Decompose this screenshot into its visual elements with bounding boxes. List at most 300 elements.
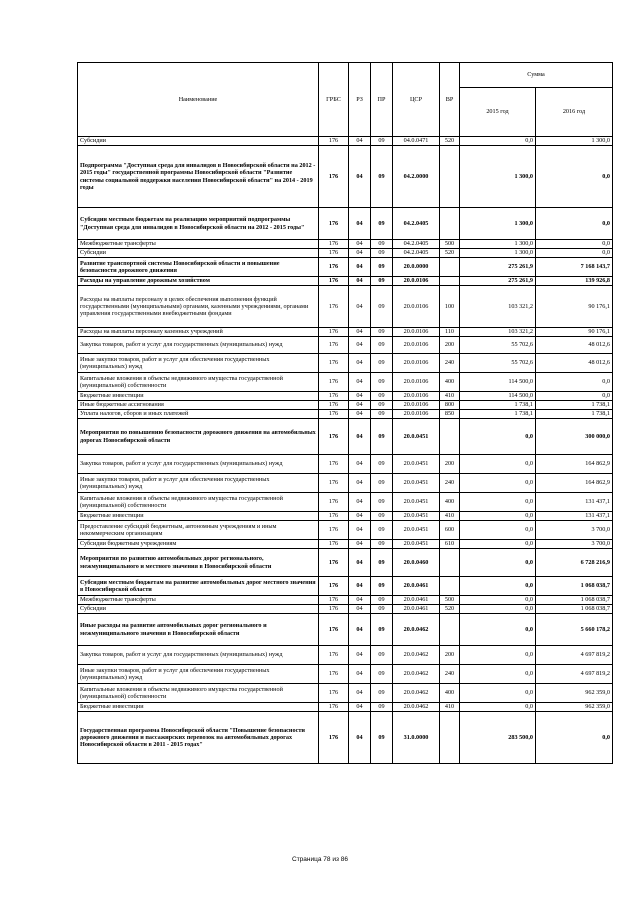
row-csr: 20.0.0451: [393, 521, 440, 540]
table-row: [78, 146, 613, 208]
row-grbs: 176: [319, 337, 349, 354]
row-grbs: 176: [319, 646, 349, 665]
row-pr: 09: [371, 646, 393, 665]
row-vr: [440, 277, 460, 286]
row-name: Межбюджетные трансферты: [78, 596, 319, 605]
row-grbs: 176: [319, 455, 349, 474]
row-name: Подпрограмма "Доступная среда для инвалидов в Новосибирской области на 2012 - 2015 годы" государственной программы Новосибирской области "Развитие системы социальной поддержки населения Новосибирской области" на 2014 - 2019 годы: [78, 146, 319, 208]
row-csr: 20.0.0462: [393, 614, 440, 646]
table-row: [78, 605, 613, 614]
row-value-2015: 0,0: [460, 646, 536, 665]
row-csr: 20.0.0451: [393, 512, 440, 521]
row-name: Субсидии: [78, 137, 319, 146]
row-value-2016: 139 926,8: [536, 277, 613, 286]
row-rz: 04: [349, 614, 371, 646]
row-grbs: 176: [319, 419, 349, 455]
row-value-2016: 0,0: [536, 373, 613, 392]
row-rz: 04: [349, 258, 371, 277]
row-csr: 20.0.0106: [393, 337, 440, 354]
col-header-pr: ПР: [371, 63, 393, 137]
col-header-rz: РЗ: [349, 63, 371, 137]
row-pr: 09: [371, 512, 393, 521]
table-body: [78, 137, 613, 764]
row-name: Бюджетные инвестиции: [78, 703, 319, 712]
row-vr: [440, 614, 460, 646]
row-grbs: 176: [319, 577, 349, 596]
row-value-2015: 114 500,0: [460, 392, 536, 401]
row-csr: 20.0.0106: [393, 286, 440, 328]
col-header-name: Наименование: [78, 63, 319, 137]
row-grbs: 176: [319, 605, 349, 614]
row-vr: [440, 549, 460, 577]
row-rz: 04: [349, 146, 371, 208]
row-name: Иные расходы на развитие автомобильных дорог регионального и межмуниципального значения в Новосибирской области: [78, 614, 319, 646]
row-pr: 09: [371, 240, 393, 249]
row-grbs: 176: [319, 684, 349, 703]
row-csr: 04.2.0000: [393, 146, 440, 208]
row-grbs: 176: [319, 410, 349, 419]
row-value-2016: 1 068 038,7: [536, 605, 613, 614]
row-value-2016: 90 176,1: [536, 286, 613, 328]
row-vr: 110: [440, 328, 460, 337]
row-name: Предоставление субсидий бюджетным, автономным учреждениям и иным некоммерческим организациям: [78, 521, 319, 540]
row-vr: 240: [440, 354, 460, 373]
row-pr: 09: [371, 373, 393, 392]
row-vr: 100: [440, 286, 460, 328]
row-value-2016: 48 012,6: [536, 337, 613, 354]
row-pr: 09: [371, 419, 393, 455]
table-row: [78, 277, 613, 286]
row-rz: 04: [349, 373, 371, 392]
row-value-2016: 5 660 178,2: [536, 614, 613, 646]
row-grbs: 176: [319, 540, 349, 549]
row-csr: 20.0.0106: [393, 410, 440, 419]
row-vr: 410: [440, 703, 460, 712]
row-value-2015: 0,0: [460, 419, 536, 455]
row-value-2016: 1 068 038,7: [536, 596, 613, 605]
row-value-2015: 1 738,1: [460, 410, 536, 419]
table-row: [78, 410, 613, 419]
row-name: Мероприятия по развитию автомобильных дорог регионального, межмуниципального и местного значения в Новосибирской области: [78, 549, 319, 577]
row-csr: 20.0.0460: [393, 549, 440, 577]
row-csr: 20.0.0106: [393, 401, 440, 410]
row-value-2015: 1 300,0: [460, 146, 536, 208]
row-value-2015: 103 321,2: [460, 286, 536, 328]
table-row: [78, 493, 613, 512]
table-row: [78, 337, 613, 354]
table-row: [78, 712, 613, 764]
row-grbs: 176: [319, 596, 349, 605]
row-name: Расходы на выплаты персоналу в целях обеспечения выполнения функций государственными (муниципальными) органами, казенными учреждениями, органами управления государственными внебюджетными фондами: [78, 286, 319, 328]
col-header-vr: ВР: [440, 63, 460, 137]
row-rz: 04: [349, 665, 371, 684]
row-pr: 09: [371, 605, 393, 614]
table-row: [78, 665, 613, 684]
table-row: [78, 208, 613, 240]
row-pr: 09: [371, 208, 393, 240]
row-grbs: 176: [319, 401, 349, 410]
table-row: [78, 286, 613, 328]
row-rz: 04: [349, 455, 371, 474]
row-rz: 04: [349, 596, 371, 605]
table-row: [78, 703, 613, 712]
row-vr: [440, 146, 460, 208]
row-name: Капитальные вложения в объекты недвижимого имущества государственной (муниципальной) собственности: [78, 373, 319, 392]
row-value-2016: 164 862,9: [536, 474, 613, 493]
row-rz: 04: [349, 605, 371, 614]
row-vr: 500: [440, 596, 460, 605]
row-rz: 04: [349, 249, 371, 258]
row-value-2016: 4 697 819,2: [536, 665, 613, 684]
row-name: Иные закупки товаров, работ и услуг для обеспечения государственных (муниципальных) нужд: [78, 474, 319, 493]
row-value-2016: 6 728 216,9: [536, 549, 613, 577]
row-pr: 09: [371, 146, 393, 208]
row-csr: 20.0.0106: [393, 373, 440, 392]
row-name: Расходы на управление дорожным хозяйством: [78, 277, 319, 286]
row-vr: 400: [440, 493, 460, 512]
table-row: [78, 540, 613, 549]
row-name: Иные закупки товаров, работ и услуг для обеспечения государственных (муниципальных) нужд: [78, 665, 319, 684]
row-pr: 09: [371, 614, 393, 646]
row-pr: 09: [371, 286, 393, 328]
row-vr: [440, 577, 460, 596]
row-value-2016: 0,0: [536, 146, 613, 208]
col-header-csr: ЦСР: [393, 63, 440, 137]
row-rz: 04: [349, 419, 371, 455]
row-csr: 04.2.0405: [393, 249, 440, 258]
row-csr: 20.0.0462: [393, 665, 440, 684]
row-value-2015: 0,0: [460, 684, 536, 703]
row-csr: 04.2.0405: [393, 208, 440, 240]
row-grbs: 176: [319, 208, 349, 240]
table-row: [78, 258, 613, 277]
row-value-2016: 1 738,1: [536, 401, 613, 410]
row-pr: 09: [371, 521, 393, 540]
row-value-2016: 0,0: [536, 712, 613, 764]
page-number: Страница 78 из 86: [292, 856, 348, 863]
row-value-2015: 0,0: [460, 512, 536, 521]
table-row: [78, 512, 613, 521]
row-value-2016: 1 068 038,7: [536, 577, 613, 596]
row-csr: 20.0.0461: [393, 596, 440, 605]
row-vr: 400: [440, 373, 460, 392]
row-vr: 240: [440, 665, 460, 684]
row-pr: 09: [371, 493, 393, 512]
row-value-2015: 0,0: [460, 137, 536, 146]
row-value-2016: 0,0: [536, 208, 613, 240]
row-pr: 09: [371, 277, 393, 286]
row-vr: 400: [440, 684, 460, 703]
row-grbs: 176: [319, 258, 349, 277]
row-value-2016: 962 359,0: [536, 703, 613, 712]
row-value-2015: 0,0: [460, 493, 536, 512]
row-value-2016: 90 176,1: [536, 328, 613, 337]
row-pr: 09: [371, 596, 393, 605]
table-row: [78, 684, 613, 703]
table-row: [78, 596, 613, 605]
row-grbs: 176: [319, 373, 349, 392]
table-row: [78, 521, 613, 540]
row-value-2015: 0,0: [460, 665, 536, 684]
row-grbs: 176: [319, 249, 349, 258]
row-csr: 20.0.0451: [393, 474, 440, 493]
row-csr: 20.0.0461: [393, 577, 440, 596]
row-csr: 20.0.0451: [393, 493, 440, 512]
row-grbs: 176: [319, 277, 349, 286]
row-csr: 04.0.0471: [393, 137, 440, 146]
row-value-2015: 0,0: [460, 614, 536, 646]
row-name: Субсидии бюджетным учреждениям: [78, 540, 319, 549]
table-row: [78, 240, 613, 249]
row-value-2016: 164 862,9: [536, 455, 613, 474]
row-value-2015: 275 261,9: [460, 258, 536, 277]
row-pr: 09: [371, 258, 393, 277]
row-grbs: 176: [319, 286, 349, 328]
col-header-2016: 2016 год: [536, 88, 613, 137]
row-name: Закупка товаров, работ и услуг для государственных (муниципальных) нужд: [78, 337, 319, 354]
row-rz: 04: [349, 549, 371, 577]
row-rz: 04: [349, 646, 371, 665]
col-header-2015: 2015 год: [460, 88, 536, 137]
row-name: Бюджетные инвестиции: [78, 512, 319, 521]
row-value-2016: 131 437,1: [536, 512, 613, 521]
row-value-2016: 1 300,0: [536, 137, 613, 146]
row-name: Бюджетные инвестиции: [78, 392, 319, 401]
row-name: Расходы на выплаты персоналу казенных учреждений: [78, 328, 319, 337]
row-rz: 04: [349, 337, 371, 354]
row-value-2015: 1 738,1: [460, 401, 536, 410]
row-grbs: 176: [319, 665, 349, 684]
row-pr: 09: [371, 249, 393, 258]
row-vr: 240: [440, 474, 460, 493]
row-vr: 610: [440, 540, 460, 549]
row-rz: 04: [349, 286, 371, 328]
table-row: [78, 354, 613, 373]
row-value-2015: 0,0: [460, 540, 536, 549]
row-name: Межбюджетные трансферты: [78, 240, 319, 249]
row-grbs: 176: [319, 474, 349, 493]
row-csr: 04.2.0405: [393, 240, 440, 249]
row-value-2015: 1 300,0: [460, 249, 536, 258]
row-vr: [440, 712, 460, 764]
row-value-2015: 0,0: [460, 596, 536, 605]
row-vr: 410: [440, 392, 460, 401]
row-vr: 600: [440, 521, 460, 540]
row-value-2016: 131 437,1: [536, 493, 613, 512]
budget-table: [77, 62, 613, 764]
row-pr: 09: [371, 665, 393, 684]
row-grbs: 176: [319, 240, 349, 249]
row-grbs: 176: [319, 328, 349, 337]
row-csr: 20.0.0106: [393, 354, 440, 373]
row-vr: 410: [440, 512, 460, 521]
row-csr: 20.0.0106: [393, 277, 440, 286]
row-pr: 09: [371, 328, 393, 337]
row-csr: 20.0.0106: [393, 392, 440, 401]
row-name: Капитальные вложения в объекты недвижимого имущества государственной (муниципальной) собственности: [78, 493, 319, 512]
table-row: [78, 419, 613, 455]
row-pr: 09: [371, 455, 393, 474]
row-value-2015: 0,0: [460, 703, 536, 712]
row-name: Иные бюджетные ассигнования: [78, 401, 319, 410]
row-value-2016: 0,0: [536, 249, 613, 258]
row-vr: 200: [440, 646, 460, 665]
row-vr: 200: [440, 455, 460, 474]
row-grbs: 176: [319, 146, 349, 208]
row-name: Мероприятия по повышению безопасности дорожного движения на автомобильных дорогах Новосибирской области: [78, 419, 319, 455]
row-name: Развитие транспортной системы Новосибирской области и повышение безопасности дорожного движения: [78, 258, 319, 277]
col-header-sum: Сумма: [460, 63, 613, 88]
row-rz: 04: [349, 493, 371, 512]
row-vr: [440, 258, 460, 277]
row-pr: 09: [371, 684, 393, 703]
row-name: Субсидии местным бюджетам на реализацию мероприятий подпрограммы "Доступная среда для инвалидов в Новосибирской области на 2012 - 2015 годы": [78, 208, 319, 240]
row-grbs: 176: [319, 549, 349, 577]
row-value-2015: 0,0: [460, 549, 536, 577]
row-pr: 09: [371, 712, 393, 764]
row-pr: 09: [371, 703, 393, 712]
row-grbs: 176: [319, 614, 349, 646]
row-value-2015: 275 261,9: [460, 277, 536, 286]
row-rz: 04: [349, 474, 371, 493]
row-pr: 09: [371, 549, 393, 577]
row-rz: 04: [349, 277, 371, 286]
row-value-2015: 0,0: [460, 455, 536, 474]
row-pr: 09: [371, 137, 393, 146]
row-grbs: 176: [319, 712, 349, 764]
row-rz: 04: [349, 328, 371, 337]
row-rz: 04: [349, 410, 371, 419]
row-rz: 04: [349, 684, 371, 703]
row-csr: 20.0.0451: [393, 540, 440, 549]
row-value-2016: 7 168 143,7: [536, 258, 613, 277]
table-row: [78, 455, 613, 474]
table-row: [78, 249, 613, 258]
table-row: [78, 137, 613, 146]
table-row: [78, 373, 613, 392]
row-vr: [440, 419, 460, 455]
row-rz: 04: [349, 521, 371, 540]
row-rz: 04: [349, 540, 371, 549]
row-vr: [440, 208, 460, 240]
row-value-2016: 0,0: [536, 240, 613, 249]
table-row: [78, 614, 613, 646]
row-csr: 20.0.0106: [393, 328, 440, 337]
row-value-2016: 1 738,1: [536, 410, 613, 419]
row-name: Субсидии местным бюджетам на развитие автомобильных дорог местного значения в Новосибирской области: [78, 577, 319, 596]
row-rz: 04: [349, 577, 371, 596]
row-vr: 520: [440, 249, 460, 258]
row-pr: 09: [371, 410, 393, 419]
row-name: Закупка товаров, работ и услуг для государственных (муниципальных) нужд: [78, 455, 319, 474]
row-rz: 04: [349, 137, 371, 146]
row-vr: 520: [440, 137, 460, 146]
row-value-2016: 300 000,0: [536, 419, 613, 455]
row-value-2016: 4 697 819,2: [536, 646, 613, 665]
row-vr: 500: [440, 240, 460, 249]
row-name: Субсидии: [78, 249, 319, 258]
col-header-grbs: ГРБС: [319, 63, 349, 137]
table-row: [78, 401, 613, 410]
table-row: [78, 328, 613, 337]
row-pr: 09: [371, 354, 393, 373]
row-value-2016: 0,0: [536, 392, 613, 401]
row-name: Закупка товаров, работ и услуг для государственных (муниципальных) нужд: [78, 646, 319, 665]
row-grbs: 176: [319, 137, 349, 146]
row-pr: 09: [371, 401, 393, 410]
row-value-2015: 55 702,6: [460, 337, 536, 354]
row-value-2015: 1 300,0: [460, 208, 536, 240]
row-csr: 20.0.0000: [393, 258, 440, 277]
row-csr: 31.0.0000: [393, 712, 440, 764]
row-vr: 850: [440, 410, 460, 419]
row-csr: 20.0.0462: [393, 646, 440, 665]
row-value-2016: 962 359,0: [536, 684, 613, 703]
row-value-2015: 55 702,6: [460, 354, 536, 373]
row-grbs: 176: [319, 512, 349, 521]
row-rz: 04: [349, 354, 371, 373]
row-rz: 04: [349, 240, 371, 249]
row-pr: 09: [371, 392, 393, 401]
row-vr: 200: [440, 337, 460, 354]
table-row: [78, 577, 613, 596]
table-row: [78, 474, 613, 493]
row-pr: 09: [371, 540, 393, 549]
row-vr: 800: [440, 401, 460, 410]
row-rz: 04: [349, 512, 371, 521]
table-row: [78, 646, 613, 665]
row-value-2015: 1 300,0: [460, 240, 536, 249]
row-csr: 20.0.0462: [393, 703, 440, 712]
row-value-2016: 48 012,6: [536, 354, 613, 373]
row-csr: 20.0.0461: [393, 605, 440, 614]
row-name: Уплата налогов, сборов и иных платежей: [78, 410, 319, 419]
row-value-2015: 283 500,0: [460, 712, 536, 764]
row-name: Иные закупки товаров, работ и услуг для обеспечения государственных (муниципальных) нужд: [78, 354, 319, 373]
row-value-2015: 0,0: [460, 521, 536, 540]
row-grbs: 176: [319, 521, 349, 540]
row-pr: 09: [371, 577, 393, 596]
row-csr: 20.0.0462: [393, 684, 440, 703]
row-rz: 04: [349, 208, 371, 240]
row-csr: 20.0.0451: [393, 419, 440, 455]
row-value-2015: 0,0: [460, 474, 536, 493]
row-rz: 04: [349, 703, 371, 712]
table-row: [78, 392, 613, 401]
row-grbs: 176: [319, 354, 349, 373]
row-value-2016: 3 700,0: [536, 521, 613, 540]
row-value-2015: 114 500,0: [460, 373, 536, 392]
row-rz: 04: [349, 401, 371, 410]
header-row-top: [78, 63, 613, 88]
row-pr: 09: [371, 337, 393, 354]
row-csr: 20.0.0451: [393, 455, 440, 474]
row-value-2015: 103 321,2: [460, 328, 536, 337]
row-name: Государственная программа Новосибирской области "Повышение безопасности дорожного движения и пассажирских перевозок на автомобильных дорогах Новосибирской области в 2011 - 2015 годах": [78, 712, 319, 764]
row-grbs: 176: [319, 493, 349, 512]
row-rz: 04: [349, 712, 371, 764]
row-value-2015: 0,0: [460, 605, 536, 614]
table-row: [78, 549, 613, 577]
row-name: Капитальные вложения в объекты недвижимого имущества государственной (муниципальной) собственности: [78, 684, 319, 703]
row-name: Субсидии: [78, 605, 319, 614]
row-pr: 09: [371, 474, 393, 493]
row-vr: 520: [440, 605, 460, 614]
row-value-2015: 0,0: [460, 577, 536, 596]
row-rz: 04: [349, 392, 371, 401]
row-value-2016: 3 700,0: [536, 540, 613, 549]
row-grbs: 176: [319, 703, 349, 712]
